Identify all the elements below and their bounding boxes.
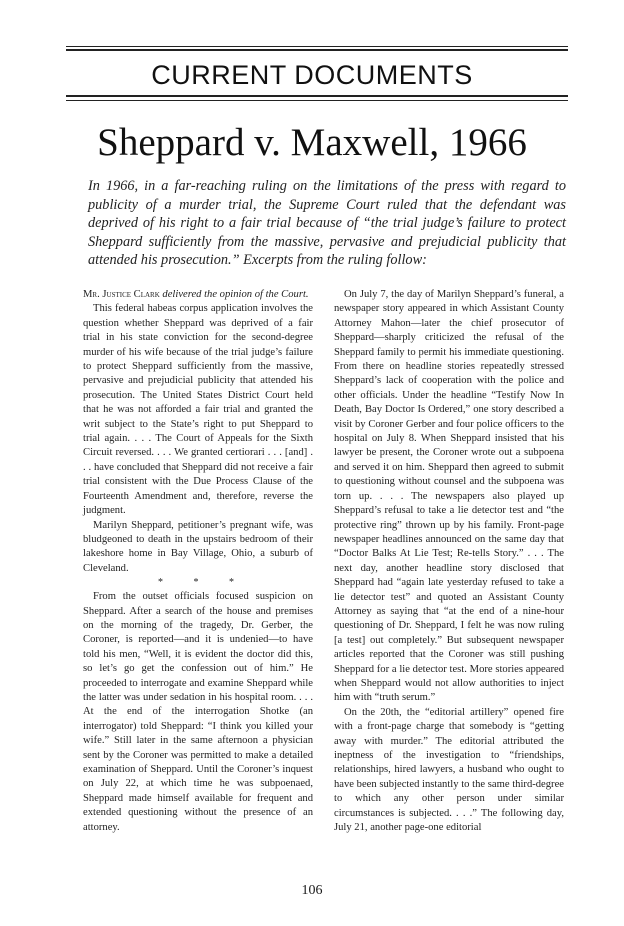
section-separator: * * *	[158, 577, 248, 589]
top-rule-thick	[66, 49, 568, 51]
article-title: Sheppard v. Maxwell, 1966	[97, 121, 527, 164]
byline-rest: delivered the opinion of the Court.	[159, 289, 309, 300]
byline	[83, 288, 313, 302]
section-title: CURRENT DOCUMENTS	[151, 60, 473, 90]
top-rule-thin	[66, 46, 568, 47]
body-paragraph: Marilyn Sheppard, petitioner’s pregnant wife, was bludgeoned to death in the upstairs bedroom of their lakeshore home in Bay Village, Ohio, a suburb of Cleveland.	[83, 519, 313, 574]
header-rule-thin	[66, 100, 568, 101]
page-number: 106	[301, 883, 323, 898]
article-intro: In 1966, in a far-reaching ruling on the limitations of the press with regard to publicity of a murder trial, the Supreme Court ruled that the defendant was deprived of his right to a fair trial because of “the trial judge’s failure to protect Sheppard sufficiently from the massive, pervasive and prejudicial publicity that attended his prosecution.” Excerpts from the ruling follow:	[88, 178, 566, 268]
header-rule-thick	[66, 95, 568, 97]
left-column	[83, 288, 313, 835]
body-paragraph: On the 20th, the “editorial artillery” opened fire with a front-page charge that somebody is “getting away with murder.” The editorial attributed the ineptness of the investigation to “friendships, relationships, hired lawyers, a husband who ought to have been subjected instantly to the same third-degree to which any other person under similar circumstances is subjected. . . .” The following day, July 21, another page-one editorial	[334, 706, 564, 834]
body-paragraph: This federal habeas corpus application involves the question whether Sheppard was deprived of a fair trial in his state conviction for the second-degree murder of his wife because of the trial judge’s failure to protect Sheppard sufficiently from the massive, pervasive and prejudicial publicity that attended his prosecution. The United States District Court held that he was not afforded a fair trial and granted the writ subject to the State’s right to put Sheppard to trial again. . . . The Court of Appeals for the Sixth Circuit reversed. . . . We granted certiorari . . . [and] . . . have concluded that Sheppard did not receive a fair trial consistent with the Due Process Clause of the Fourteenth Amendment and, therefore, reverse the judgment.	[83, 303, 313, 517]
body-paragraph: From the outset officials focused suspicion on Sheppard. After a search of the house and premises on the morning of the tragedy, Dr. Gerber, the Coroner, is reported—and it is undenied—to have told his men, “Well, it is evident the doctor did this, so let’s go get the confession out of him.” He proceeded to interrogate and examine Sheppard while the latter was under sedation in his hospital room. . . . At the end of the interrogation Shotke (an interrogator) told Sheppard: “I think you killed your wife.” Still later in the same afternoon a physician sent by the Coroner was permitted to make a detailed examination of Sheppard. Until the Coroner’s inquest on July 22, at which time he was subpoenaed, Sheppard made himself available for frequent and extended questioning without the presence of an attorney.	[83, 591, 313, 833]
body-paragraph: On July 7, the day of Marilyn Sheppard’s funeral, a newspaper story appeared in which Assistant County Attorney Mahon—later the chief prosecutor of Sheppard—sharply criticized the refusal of the Sheppard family to permit his immediate questioning. From there on headline stories repeatedly stressed Sheppard’s lack of cooperation with the police and other officials. Under the headline “Testify Now In Death, Bay Doctor Is Ordered,” one story described a visit by Coroner Gerber and four police officers to the hospital on July 8. When Sheppard insisted that his lawyer be present, the Coroner wrote out a subpoena and served it on him. Sheppard then agreed to submit to questioning without counsel and the subpoena was torn up. . . . The newspapers also played up Sheppard’s refusal to take a lie detector test and “the protective ring” thrown up by his family. Front-page newspaper headlines announced on the same day that “Doctor Balks At Lie Test; Re-tells Story.” . . . The next day, another headline story disclosed that Sheppard had “again late yesterday refused to take a lie detector test” and quoted an Assistant County Attorney as saying that “at the end of a nine-hour questioning of Dr. Sheppard, I felt he was now ruling [a test] out completely.” But subsequent newspaper articles reported that the Coroner was still pushing Sheppard for a lie detector test. More stories appeared when Sheppard would not allow authorities to inject him with “truth serum.”	[334, 289, 564, 704]
byline-name: Mr. Justice Clark	[83, 289, 160, 300]
right-column	[334, 288, 564, 835]
